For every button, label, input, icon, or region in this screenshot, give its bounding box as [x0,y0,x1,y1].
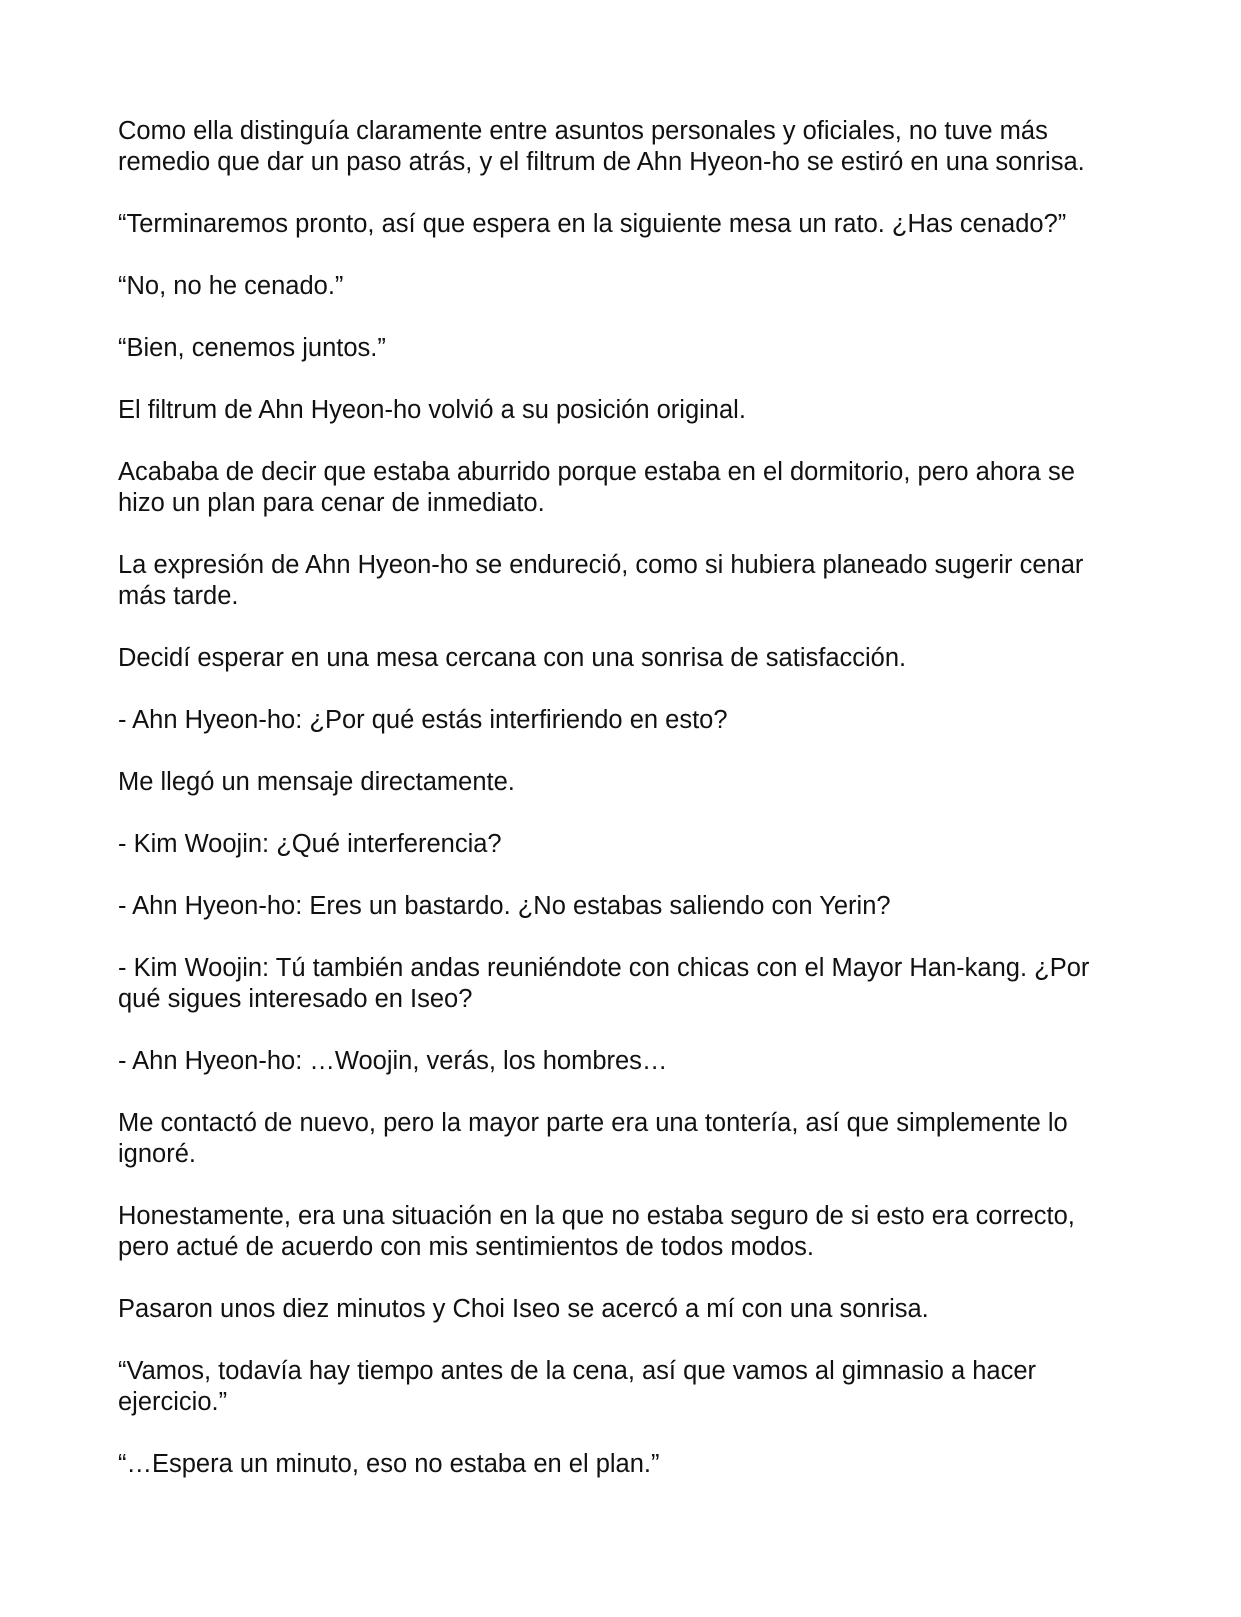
paragraph: - Ahn Hyeon-ho: …Woojin, verás, los hombres… [118,1047,668,1075]
paragraph: Me contactó de nuevo, pero la mayor parte era una tontería, así que simplemente lo ignoré. [118,1109,1068,1168]
paragraph: - Ahn Hyeon-ho: ¿Por qué estás interfiriendo en esto? [118,706,728,734]
paragraph: Honestamente, era una situación en la que no estaba seguro de si esto era correcto, pero actué de acuerdo con mis sentimientos de todos modos. [118,1202,1075,1261]
paragraph: “Vamos, todavía hay tiempo antes de la cena, así que vamos al gimnasio a hacer ejercicio.” [118,1357,1037,1416]
paragraph: - Kim Woojin: Tú también andas reuniéndote con chicas con el Mayor Han-kang. ¿Por qué sigues interesado en Iseo? [118,954,1090,1013]
paragraph: Decidí esperar en una mesa cercana con una sonrisa de satisfacción. [118,644,907,672]
paragraph: Como ella distinguía claramente entre asuntos personales y oficiales, no tuve más remedio que dar un paso atrás, y el filtrum de Ahn Hyeon-ho se estiró en una sonrisa. [118,117,1085,176]
paragraph: Acababa de decir que estaba aburrido porque estaba en el dormitorio, pero ahora se hizo un plan para cenar de inmediato. [118,458,1075,517]
paragraph: “…Espera un minuto, eso no estaba en el plan.” [118,1450,660,1478]
paragraph: Me llegó un mensaje directamente. [118,768,515,796]
paragraph: La expresión de Ahn Hyeon-ho se endureció, como si hubiera planeado sugerir cenar más tarde. [118,551,1084,610]
paragraph: “Bien, cenemos juntos.” [118,334,386,362]
paragraph: - Kim Woojin: ¿Qué interferencia? [118,830,502,858]
paragraph: El filtrum de Ahn Hyeon-ho volvió a su posición original. [118,396,746,424]
paragraph: “Terminaremos pronto, así que espera en la siguiente mesa un rato. ¿Has cenado?” [118,210,1067,238]
paragraph: - Ahn Hyeon-ho: Eres un bastardo. ¿No estabas saliendo con Yerin? [118,892,891,920]
paragraph: “No, no he cenado.” [118,272,344,300]
paragraph: Pasaron unos diez minutos y Choi Iseo se acercó a mí con una sonrisa. [118,1295,929,1323]
document-body [118,116,1128,1511]
